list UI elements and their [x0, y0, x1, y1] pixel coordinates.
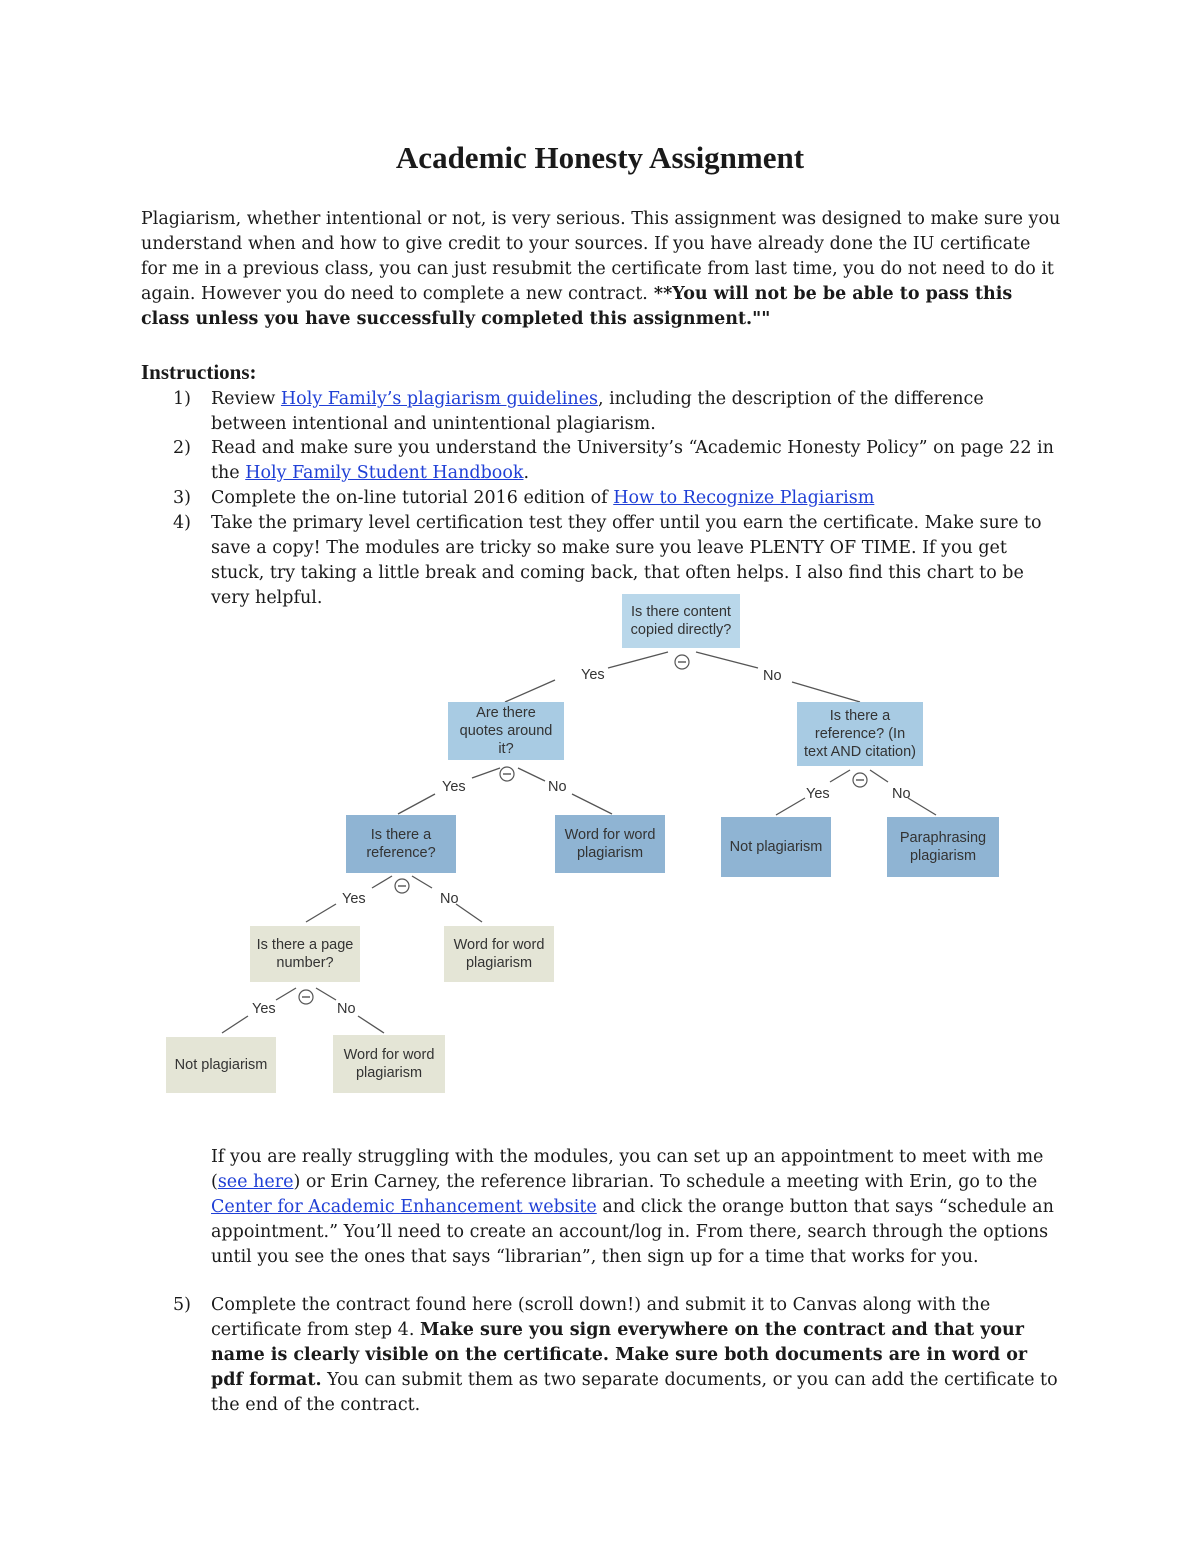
step-number: 3)	[173, 488, 191, 508]
recognize-plagiarism-link[interactable]: How to Recognize Plagiarism	[613, 488, 875, 508]
node-not-plagiarism-left: Not plagiarism	[166, 1037, 276, 1093]
edge-label-no: No	[440, 891, 459, 907]
edge-label-yes: Yes	[342, 891, 366, 907]
node-not-plagiarism-right: Not plagiarism	[721, 817, 831, 877]
edge-label-no: No	[892, 786, 911, 802]
paragraph-text: If you are really struggling with the modules, you can set up an appointment to meet with me (	[211, 1147, 1044, 1192]
step-number: 1)	[173, 389, 191, 409]
intro-text: Plagiarism, whether intentional or not, is very serious. This assignment was designed to make sure you understand when and how to give credit to your sources. If you have already done the IU certificate for me in a previous class, you can just resubmit the certificate from last time, you do not need to do it again. However you do need to complete a new contract.	[141, 209, 1061, 304]
plagiarism-flowchart	[160, 588, 1020, 1098]
edge-label-yes: Yes	[806, 786, 830, 802]
intro-warning: **You will not be be able to pass this class unless you have successfully completed this assignment.""	[141, 284, 1013, 329]
struggle-paragraph	[211, 1145, 1063, 1270]
step-5	[173, 1293, 1063, 1418]
step-number: 4)	[173, 513, 191, 533]
step-bold-text: Make sure you sign everywhere on the contract and that your name is clearly visible on the certificate. Make sure both documents are in word or pdf format.	[211, 1320, 1028, 1390]
node-content-copied: Is there content copied directly?	[622, 594, 740, 648]
edge-label-yes: Yes	[581, 667, 605, 683]
instructions-heading: Instructions:	[141, 360, 257, 384]
node-is-there-reference: Is there a reference?	[346, 815, 456, 873]
paragraph-text: and click the orange button that says “schedule an appointment.” You’ll need to create an account/log in. From there, search through the options until you see the ones that says “librarian”, then sign up for a time that works for you.	[211, 1197, 1054, 1267]
step-3	[173, 486, 1063, 511]
intro-paragraph	[141, 207, 1061, 332]
step-text: Complete the contract found here (scroll down!) and submit it to Canvas along with the certificate from step 4.	[211, 1295, 991, 1340]
academic-enhancement-link[interactable]: Center for Academic Enhancement website	[211, 1197, 597, 1217]
node-word-for-word-2: Word for word plagiarism	[444, 926, 554, 982]
student-handbook-link[interactable]: Holy Family Student Handbook	[245, 463, 524, 483]
edge-label-yes: Yes	[442, 779, 466, 795]
node-reference-in-text: Is there a reference? (In text AND citation)	[797, 702, 923, 766]
step-number: 2)	[173, 438, 191, 458]
edge-label-no: No	[548, 779, 567, 795]
step-number: 5)	[173, 1295, 191, 1315]
node-word-for-word: Word for word plagiarism	[555, 815, 665, 873]
edge-label-no: No	[763, 668, 782, 684]
node-page-number: Is there a page number?	[250, 926, 360, 982]
node-word-for-word-3: Word for word plagiarism	[333, 1035, 445, 1093]
step-text: .	[523, 463, 530, 483]
see-here-link[interactable]: see here	[217, 1172, 294, 1192]
guidelines-link[interactable]: Holy Family’s plagiarism guidelines	[280, 389, 598, 409]
step-text: You can submit them as two separate documents, or you can add the certificate to the end of the contract.	[211, 1370, 1058, 1415]
step-text: Complete the on-line tutorial 2016 edition of	[211, 488, 614, 508]
step-2	[173, 436, 1063, 486]
node-quotes-around: Are there quotes around it?	[448, 702, 564, 760]
edge-label-yes: Yes	[252, 1001, 276, 1017]
step-text: , including the description of the difference between intentional and unintentional plagiarism.	[211, 389, 984, 434]
paragraph-text: ) or Erin Carney, the reference librarian. To schedule a meeting with Erin, go to the	[293, 1172, 1038, 1192]
step-text: Review	[211, 389, 281, 409]
node-paraphrasing-plagiarism: Paraphrasing plagiarism	[887, 817, 999, 877]
step-1	[173, 387, 1063, 437]
page-title: Academic Honesty Assignment	[395, 140, 805, 175]
step-text: Take the primary level certification test they offer until you earn the certificate. Make sure to save a copy! The modules are tricky so make sure you leave PLENTY OF TIME. If you get stuck, try taking a little break and coming back, that often helps. I also find this chart to be very helpful.	[211, 513, 1042, 608]
step-text: Read and make sure you understand the University’s “Academic Honesty Policy” on page 22 in the	[211, 438, 1054, 483]
edge-label-no: No	[337, 1001, 356, 1017]
